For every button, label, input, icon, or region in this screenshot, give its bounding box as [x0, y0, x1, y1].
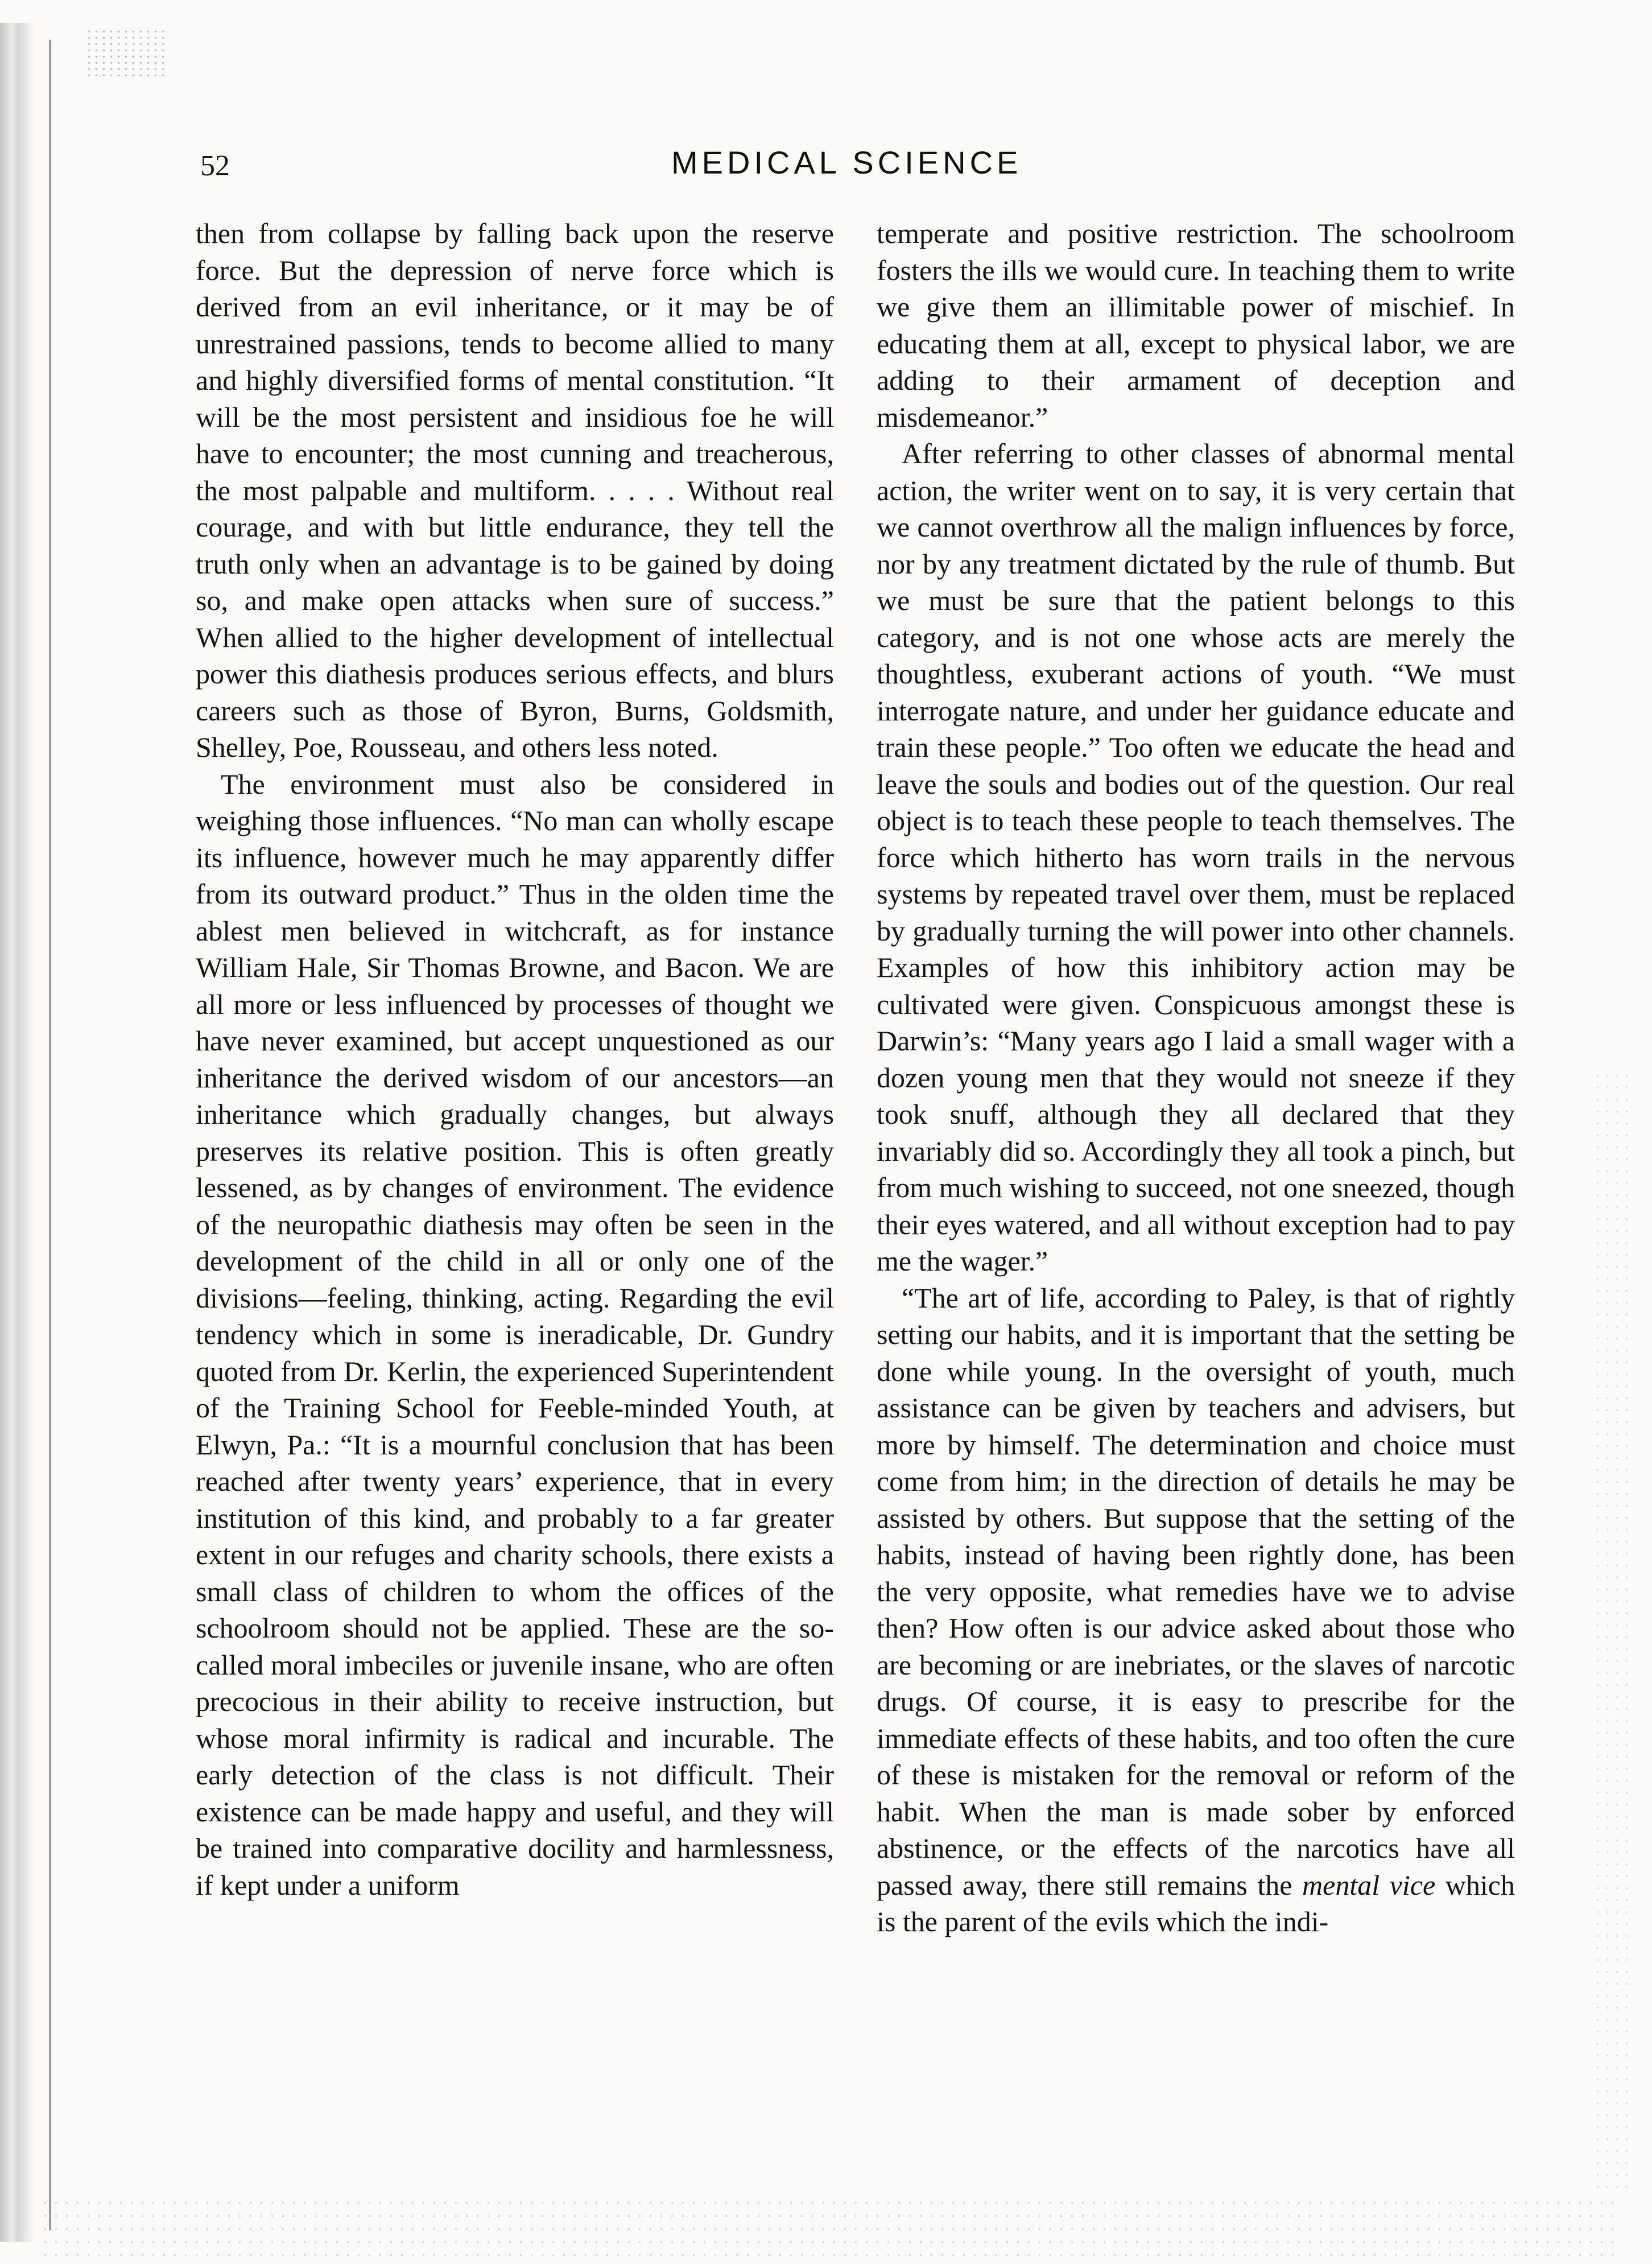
scan-speckle-right: [1593, 1070, 1633, 2196]
right-paragraph-3: [877, 1280, 1515, 1940]
right-paragraph-3-text: “The art of life, according to Paley, is that of rightly setting our habits, and it is important that the setting be done while young. In the oversight of youth, much assistance can be given by teachers and advisers, but more by himself. The determination and choice must come from him; in the direction of details he may be assisted by others. But suppose that the setting of the habits, instead of having been rightly done, has been the very opposite, what remedies have we to advise then? How often is our advice asked about those who are becoming or are inebriates, or the slaves of narcotic drugs. Of course, it is easy to prescribe for the immediate effects of these habits, and too often the cure of these is mistaken for the removal or reform of the habit. When the man is made sober by enforced abstinence, or the effects of the narcotics have all passed away, there still remains the: [877, 1281, 1515, 1901]
scan-speckle-bottom: [40, 2196, 1621, 2259]
right-paragraph-3-italic: mental vice: [1302, 1869, 1436, 1901]
right-paragraph-1: temperate and positive restriction. The schoolroom fosters the ills we would cure. In teaching them to write we give them an illimitable power of mischief. In educating them at all, except to physical labor, we are adding to their armament of deception and misdemeanor.”: [877, 217, 1515, 433]
right-paragraph-3-end: which is the parent of the evils which the indi-: [877, 1869, 1515, 1937]
binding-edge: [0, 23, 33, 2242]
left-column: [196, 215, 834, 1903]
binding-shadow-line: [49, 40, 51, 2230]
page-number: 52: [200, 150, 230, 182]
left-paragraph-2: The environment must also be considered in weighing those influences. “No man can wholly escape its influence, however much he may apparently differ from its outward product.” Thus in the olden time the ablest men believed in witchcraft, as for instance William Hale, Sir Thomas Browne, and Bacon. We are all more or less influenced by processes of thought we have never examined, but accept unquestioned as our inheritance the derived wisdom of our ancestors—an inheritance which gradually changes, but always preserves its relative position. This is often greatly lessened, as by changes of environment. The evidence of the neuropathic diathesis may often be seen in the development of the child in all or only one of the divisions—feeling, thinking, acting. Regarding the evil tendency which in some is ineradicable, Dr. Gundry quoted from Dr. Kerlin, the experienced Superintendent of the Training School for Feeble-minded Youth, at Elwyn, Pa.: “It is a mournful conclusion that has been reached after twenty years’ experience, that in every institution of this kind, and probably to a far greater extent in our refuges and charity schools, there exists a small class of children to whom the offices of the schoolroom should not be applied. These are the so-called moral imbeciles or juvenile insane, who are often precocious in their ability to receive instruction, but whose moral infirmity is radical and incurable. The early detection of the class is not difficult. Their existence can be made happy and useful, and they will be trained into comparative docility and harmlessness, if kept under a uniform: [196, 768, 834, 1901]
scan-speckle-top-left: [85, 28, 165, 80]
running-head: MEDICAL SCIENCE: [671, 145, 1022, 180]
right-column: [877, 215, 1515, 1940]
left-paragraph-1: then from collapse by falling back upon the reserve force. But the depression of nerve force which is derived from an evil inheritance, or it may be of unrestrained passions, tends to become allied to many and highly diversified forms of mental constitution. “It will be the most persistent and insidious foe he will have to encounter; the most cunning and treacherous, the most palpable and multiform. . . . . Without real courage, and with but little endurance, they tell the truth only when an advantage is to be gained by doing so, and make open attacks when sure of success.” When allied to the higher development of intellectual power this diathesis produces serious effects, and blurs careers such as those of Byron, Burns, Goldsmith, Shelley, Poe, Rousseau, and others less noted.: [196, 217, 834, 763]
right-paragraph-2: After referring to other classes of abnormal mental action, the writer went on to say, it is very certain that we cannot overthrow all the malign influences by force, nor by any treatment dictated by the rule of thumb. But we must be sure that the patient belongs to this category, and is not one whose acts are merely the thoughtless, exuberant actions of youth. “We must interrogate nature, and under her guidance educate and train these people.” Too often we educate the head and leave the souls and bodies out of the question. Our real object is to teach these people to teach themselves. The force which hitherto has worn trails in the nervous systems by repeated travel over them, must be replaced by gradually turning the will power into other channels. Examples of how this inhibitory action may be cultivated were given. Conspicuous amongst these is Darwin’s: “Many years ago I laid a small wager with a dozen young men that they would not sneeze if they took snuff, although they all declared that they invariably did so. Accordingly they all took a pinch, but from much wishing to succeed, not one sneezed, though their eyes watered, and all without exception had to pay me the wager.”: [877, 438, 1515, 1277]
